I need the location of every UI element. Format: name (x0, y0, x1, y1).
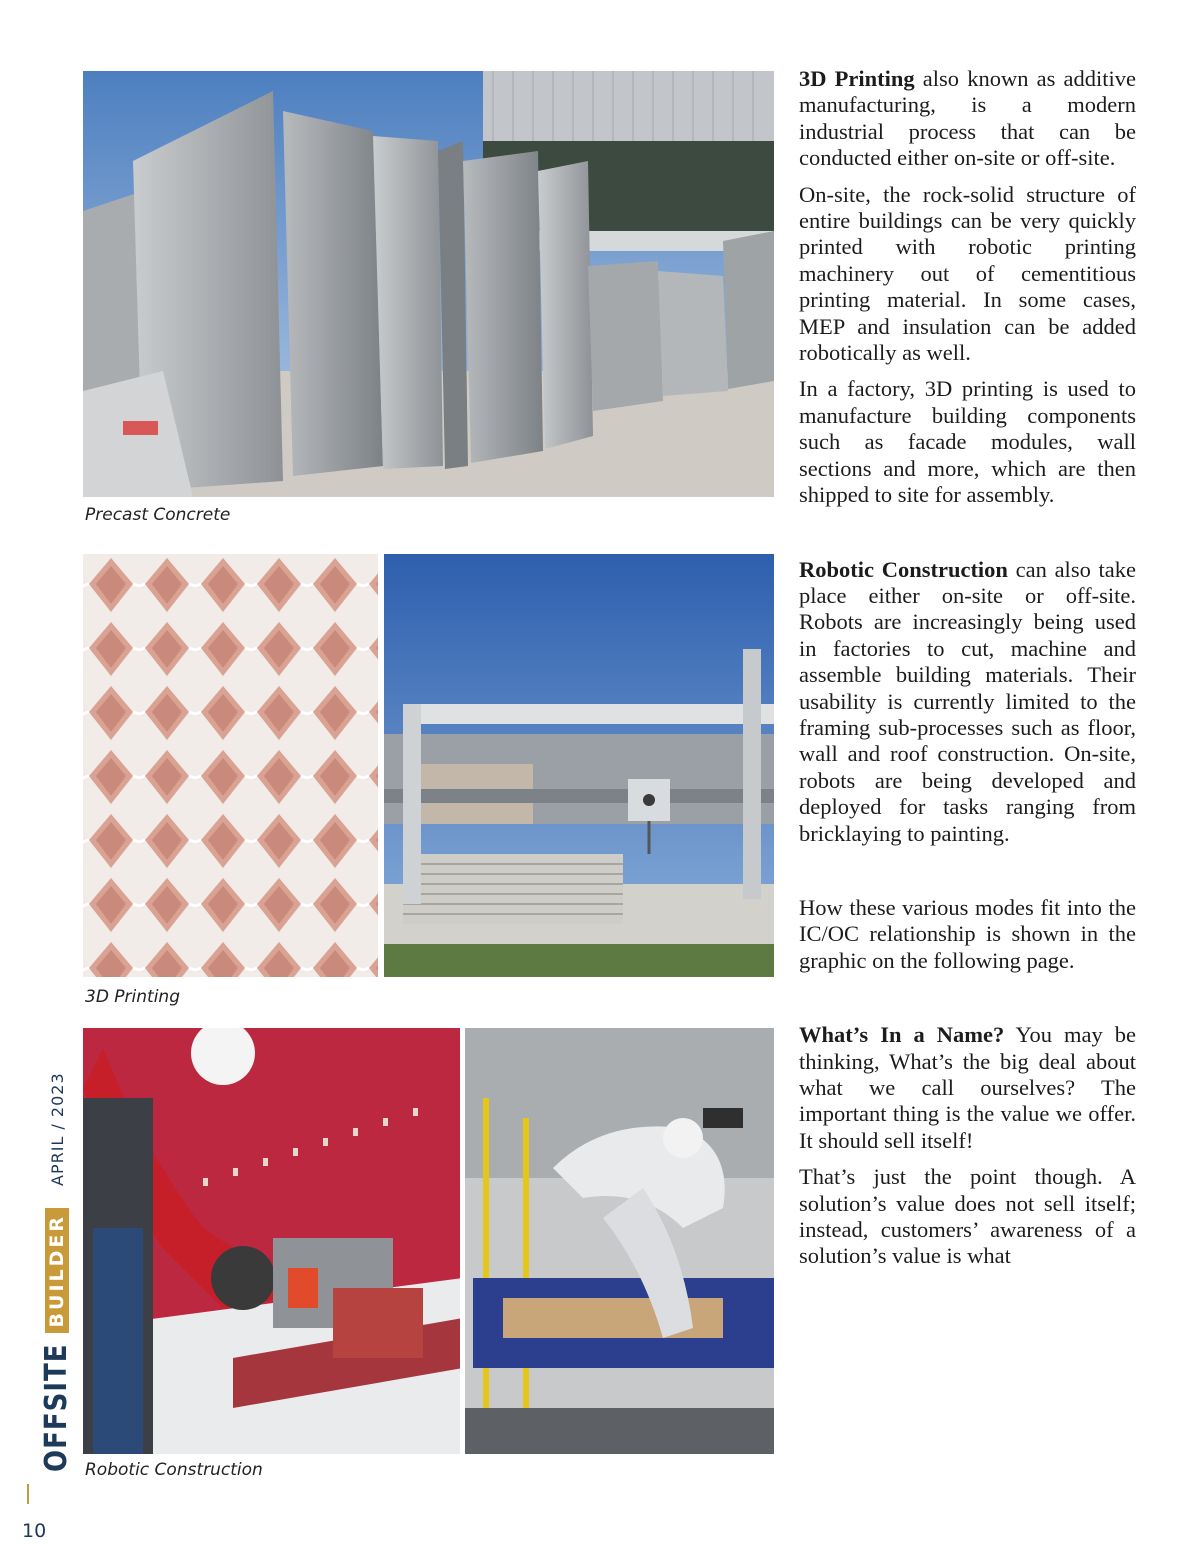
paragraph (799, 1164, 1136, 1270)
issue-date: APRIL / 2023 (47, 1072, 67, 1186)
page-number: 10 (22, 1520, 47, 1542)
paragraph (799, 182, 1136, 367)
paragraph (799, 1022, 1136, 1154)
precast-concrete-photo (83, 71, 774, 497)
paragraph (799, 376, 1136, 508)
paragraph-text: also known as additive manufacturing, is a modern industrial process that can be conducted either on-site or off-site. (799, 66, 1136, 171)
paragraph-text: How these various modes fit into the IC/OC relationship is shown in the graphic on the following page. (799, 894, 1136, 973)
paragraph-lead: Robotic Construction (799, 556, 1008, 582)
paragraph-text: In a factory, 3D printing is used to manufacture building components such as facade modules, wall sections and more, which are then shipped to site for assembly. (799, 376, 1136, 508)
magazine-brand (39, 1072, 75, 1472)
paragraph-text: You may be thinking, What’s the big deal about what we call ourselves? The important thing is the value we offer. It should sell itself! (799, 1022, 1136, 1153)
paragraph-lead: What’s In a Name? (799, 1022, 1005, 1048)
3d-printing-photo (83, 554, 774, 977)
figure-caption: Precast Concrete (85, 505, 231, 525)
paragraph (799, 557, 1136, 847)
paragraph-text: On-site, the rock-solid structure of entire buildings can be very quickly printed with robotic printing machinery out of cementitious printing material. In some cases, MEP and insulation can be added robotically as well. (799, 181, 1136, 366)
paragraph-text: can also take place either on-site or off-site. Robots are increasingly being used in factories to cut, machine and assemble building materials. Their usability is currently limited to the framing sub-processes such as floor, wall and roof construction. On-site, robots are being developed and deployed for tasks ranging from bricklaying to painting. (799, 556, 1136, 846)
accent-bar (27, 1484, 29, 1504)
robotic-construction-photo (83, 1028, 774, 1454)
figure-caption: 3D Printing (85, 987, 181, 1007)
paragraph-lead: 3D Printing (799, 66, 915, 91)
paragraph-text: That’s just the point though. A solution’s value does not sell itself; instead, customers’ awareness of a solution’s value is what (799, 1164, 1136, 1269)
figure-caption: Robotic Construction (85, 1460, 263, 1480)
paragraph (799, 66, 1136, 172)
paragraph (799, 895, 1136, 974)
brand-logo-builder: BUILDER (45, 1208, 69, 1333)
brand-logo-offsite: OFFSITE (39, 1343, 75, 1472)
article-body (799, 66, 1136, 1280)
